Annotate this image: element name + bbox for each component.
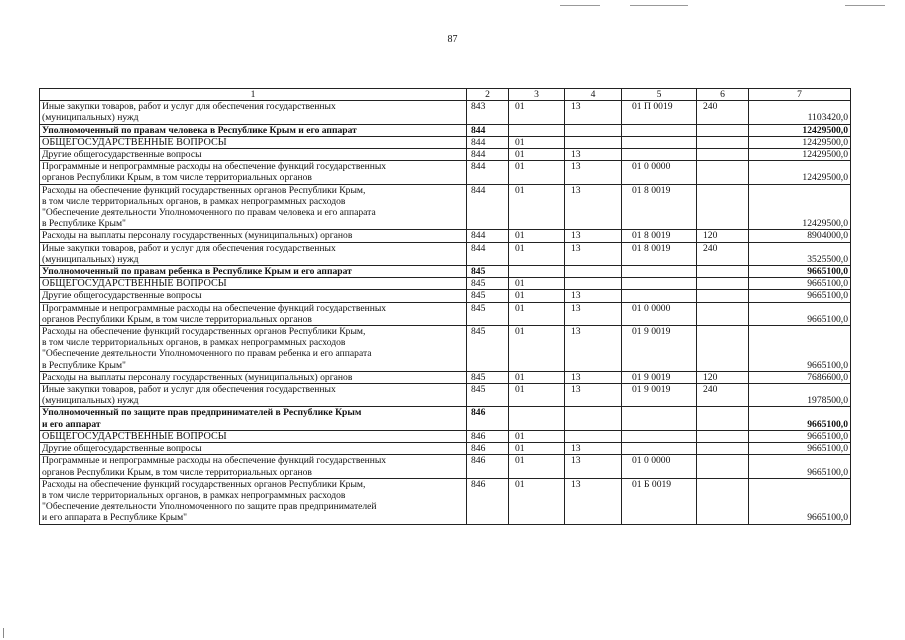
row-name: Уполномоченный по защите прав предпринимателей в Республике Крым и его аппарат	[40, 407, 467, 430]
row-admin-code: 843	[467, 101, 509, 124]
table-row	[40, 161, 851, 184]
row-subsection: 13	[565, 161, 622, 184]
row-admin-code: 844	[467, 136, 509, 148]
table-header-row	[40, 89, 851, 101]
budget-table	[39, 88, 851, 525]
row-amount: 7686600,0	[749, 371, 851, 383]
row-subsection: 13	[565, 326, 622, 372]
row-amount: 9665100,0	[749, 290, 851, 302]
row-name: Другие общегосударственные вопросы	[40, 443, 467, 455]
header-cell-7: 7	[749, 89, 851, 101]
row-name: Программные и непрограммные расходы на обеспечение функций государственных органов Республики Крым, в том числе территориальных органов	[40, 161, 467, 184]
header-cell-4: 4	[565, 89, 622, 101]
row-target-article	[622, 290, 697, 302]
row-admin-code: 846	[467, 407, 509, 430]
row-expense-type: 240	[697, 101, 749, 124]
row-section	[509, 124, 565, 136]
row-name: Расходы на обеспечение функций государственных органов Республики Крым, в том числе территориальных органов, в рамках непрограммных расходов "Обеспечение деятельности Уполномоченного по защите прав предпринимателей и его аппарата в Республике Крым"	[40, 478, 467, 524]
header-cell-5: 5	[622, 89, 697, 101]
row-amount: 12429500,0	[749, 161, 851, 184]
row-section: 01	[509, 149, 565, 161]
row-section: 01	[509, 136, 565, 148]
row-amount: 1978500,0	[749, 384, 851, 407]
row-admin-code: 844	[467, 230, 509, 242]
table-row	[40, 266, 851, 278]
row-subsection: 13	[565, 455, 622, 478]
row-amount: 9665100,0	[749, 266, 851, 278]
row-section: 01	[509, 478, 565, 524]
row-subsection: 13	[565, 290, 622, 302]
row-target-article	[622, 430, 697, 442]
table-row	[40, 149, 851, 161]
row-name: Расходы на обеспечение функций государственных органов Республики Крым, в том числе территориальных органов, в рамках непрограммных расходов "Обеспечение деятельности Уполномоченного по правам человека и его аппарата в Республике Крым"	[40, 184, 467, 230]
row-name: Иные закупки товаров, работ и услуг для обеспечения государственных (муниципальных) нужд	[40, 101, 467, 124]
row-section: 01	[509, 455, 565, 478]
table-row	[40, 443, 851, 455]
table-row	[40, 230, 851, 242]
row-target-article	[622, 149, 697, 161]
row-section: 01	[509, 230, 565, 242]
row-section	[509, 266, 565, 278]
header-cell-1: 1	[40, 89, 467, 101]
table-row	[40, 242, 851, 265]
header-cell-2: 2	[467, 89, 509, 101]
row-admin-code: 845	[467, 371, 509, 383]
row-admin-code: 846	[467, 478, 509, 524]
row-expense-type	[697, 443, 749, 455]
scan-top-rule-2	[630, 5, 688, 6]
table-row	[40, 278, 851, 290]
row-admin-code: 844	[467, 124, 509, 136]
row-amount: 9665100,0	[749, 407, 851, 430]
row-target-article: 01 8 0019	[622, 230, 697, 242]
table-row	[40, 430, 851, 442]
row-amount: 9665100,0	[749, 478, 851, 524]
row-target-article	[622, 407, 697, 430]
header-cell-3: 3	[509, 89, 565, 101]
row-expense-type	[697, 290, 749, 302]
row-target-article: 01 9 0019	[622, 384, 697, 407]
row-expense-type: 240	[697, 242, 749, 265]
row-name: ОБЩЕГОСУДАРСТВЕННЫЕ ВОПРОСЫ	[40, 430, 467, 442]
table-row	[40, 407, 851, 430]
table-row	[40, 478, 851, 524]
row-admin-code: 845	[467, 266, 509, 278]
row-target-article: 01 8 0019	[622, 242, 697, 265]
row-amount: 9665100,0	[749, 302, 851, 325]
row-amount: 12429500,0	[749, 184, 851, 230]
row-expense-type	[697, 266, 749, 278]
row-section: 01	[509, 384, 565, 407]
table-row	[40, 384, 851, 407]
row-name: ОБЩЕГОСУДАРСТВЕННЫЕ ВОПРОСЫ	[40, 278, 467, 290]
row-subsection	[565, 430, 622, 442]
row-subsection: 13	[565, 371, 622, 383]
table-row	[40, 136, 851, 148]
row-section: 01	[509, 161, 565, 184]
row-section	[509, 407, 565, 430]
row-name: ОБЩЕГОСУДАРСТВЕННЫЕ ВОПРОСЫ	[40, 136, 467, 148]
row-subsection	[565, 266, 622, 278]
row-name: Расходы на выплаты персоналу государственных (муниципальных) органов	[40, 230, 467, 242]
row-subsection: 13	[565, 302, 622, 325]
row-target-article: 01 8 0019	[622, 184, 697, 230]
row-subsection: 13	[565, 149, 622, 161]
row-subsection	[565, 124, 622, 136]
table-row	[40, 371, 851, 383]
row-amount: 1103420,0	[749, 101, 851, 124]
row-name: Другие общегосударственные вопросы	[40, 149, 467, 161]
row-amount: 12429500,0	[749, 136, 851, 148]
row-name: Иные закупки товаров, работ и услуг для обеспечения государственных (муниципальных) нужд	[40, 384, 467, 407]
row-target-article: 01 0 0000	[622, 455, 697, 478]
row-section: 01	[509, 242, 565, 265]
row-expense-type	[697, 455, 749, 478]
row-subsection: 13	[565, 242, 622, 265]
table-row	[40, 326, 851, 372]
row-section: 01	[509, 278, 565, 290]
page-number: 87	[447, 34, 458, 45]
table-row	[40, 290, 851, 302]
row-name: Уполномоченный по правам человека в Республике Крым и его аппарат	[40, 124, 467, 136]
scan-top-rule-1	[560, 5, 600, 6]
row-amount: 9665100,0	[749, 278, 851, 290]
table-row	[40, 455, 851, 478]
row-subsection: 13	[565, 230, 622, 242]
row-expense-type	[697, 184, 749, 230]
row-section: 01	[509, 371, 565, 383]
row-target-article: 01 9 0019	[622, 371, 697, 383]
row-expense-type	[697, 430, 749, 442]
row-expense-type	[697, 326, 749, 372]
table-row	[40, 101, 851, 124]
scan-top-rule-3	[845, 5, 885, 6]
table-body	[40, 89, 851, 525]
row-subsection: 13	[565, 384, 622, 407]
row-admin-code: 844	[467, 242, 509, 265]
row-admin-code: 844	[467, 184, 509, 230]
row-expense-type: 120	[697, 230, 749, 242]
row-section: 01	[509, 184, 565, 230]
row-amount: 9665100,0	[749, 430, 851, 442]
scan-margin-mark	[3, 628, 4, 638]
row-subsection: 13	[565, 478, 622, 524]
row-amount: 8904000,0	[749, 230, 851, 242]
row-expense-type	[697, 136, 749, 148]
row-name: Другие общегосударственные вопросы	[40, 290, 467, 302]
row-admin-code: 845	[467, 384, 509, 407]
row-expense-type	[697, 161, 749, 184]
row-target-article	[622, 266, 697, 278]
row-target-article	[622, 443, 697, 455]
table-row	[40, 184, 851, 230]
row-target-article: 01 0 0000	[622, 302, 697, 325]
row-name: Программные и непрограммные расходы на обеспечение функций государственных органов Республики Крым, в том числе территориальных органов	[40, 455, 467, 478]
row-section: 01	[509, 326, 565, 372]
row-section: 01	[509, 290, 565, 302]
row-admin-code: 844	[467, 161, 509, 184]
row-expense-type	[697, 478, 749, 524]
row-subsection	[565, 278, 622, 290]
row-target-article	[622, 278, 697, 290]
row-expense-type: 120	[697, 371, 749, 383]
row-admin-code: 845	[467, 302, 509, 325]
row-admin-code: 846	[467, 430, 509, 442]
row-admin-code: 845	[467, 290, 509, 302]
row-subsection: 13	[565, 101, 622, 124]
row-name: Расходы на выплаты персоналу государственных (муниципальных) органов	[40, 371, 467, 383]
row-amount: 12429500,0	[749, 124, 851, 136]
row-section: 01	[509, 430, 565, 442]
table-row	[40, 124, 851, 136]
row-section: 01	[509, 302, 565, 325]
row-name: Расходы на обеспечение функций государственных органов Республики Крым, в том числе территориальных органов, в рамках непрограммных расходов "Обеспечение деятельности Уполномоченного по правам ребенка и его аппарата в Республике Крым"	[40, 326, 467, 372]
header-cell-6: 6	[697, 89, 749, 101]
row-target-article	[622, 136, 697, 148]
row-admin-code: 844	[467, 149, 509, 161]
row-target-article: 01 0 0000	[622, 161, 697, 184]
table-row	[40, 302, 851, 325]
row-subsection: 13	[565, 443, 622, 455]
row-amount: 9665100,0	[749, 326, 851, 372]
row-target-article: 01 9 0019	[622, 326, 697, 372]
row-target-article	[622, 124, 697, 136]
row-target-article: 01 Б 0019	[622, 478, 697, 524]
row-subsection: 13	[565, 184, 622, 230]
row-expense-type	[697, 278, 749, 290]
row-target-article: 01 П 0019	[622, 101, 697, 124]
row-expense-type	[697, 407, 749, 430]
row-expense-type	[697, 124, 749, 136]
row-amount: 3525500,0	[749, 242, 851, 265]
row-admin-code: 845	[467, 278, 509, 290]
row-section: 01	[509, 101, 565, 124]
row-admin-code: 846	[467, 443, 509, 455]
row-admin-code: 845	[467, 326, 509, 372]
row-name: Программные и непрограммные расходы на обеспечение функций государственных органов Республики Крым, в том числе территориальных органов	[40, 302, 467, 325]
row-amount: 12429500,0	[749, 149, 851, 161]
row-expense-type	[697, 302, 749, 325]
row-expense-type: 240	[697, 384, 749, 407]
row-name: Уполномоченный по правам ребенка в Республике Крым и его аппарат	[40, 266, 467, 278]
row-name: Иные закупки товаров, работ и услуг для обеспечения государственных (муниципальных) нужд	[40, 242, 467, 265]
row-subsection	[565, 407, 622, 430]
row-amount: 9665100,0	[749, 455, 851, 478]
row-section: 01	[509, 443, 565, 455]
row-amount: 9665100,0	[749, 443, 851, 455]
row-subsection	[565, 136, 622, 148]
row-expense-type	[697, 149, 749, 161]
row-admin-code: 846	[467, 455, 509, 478]
